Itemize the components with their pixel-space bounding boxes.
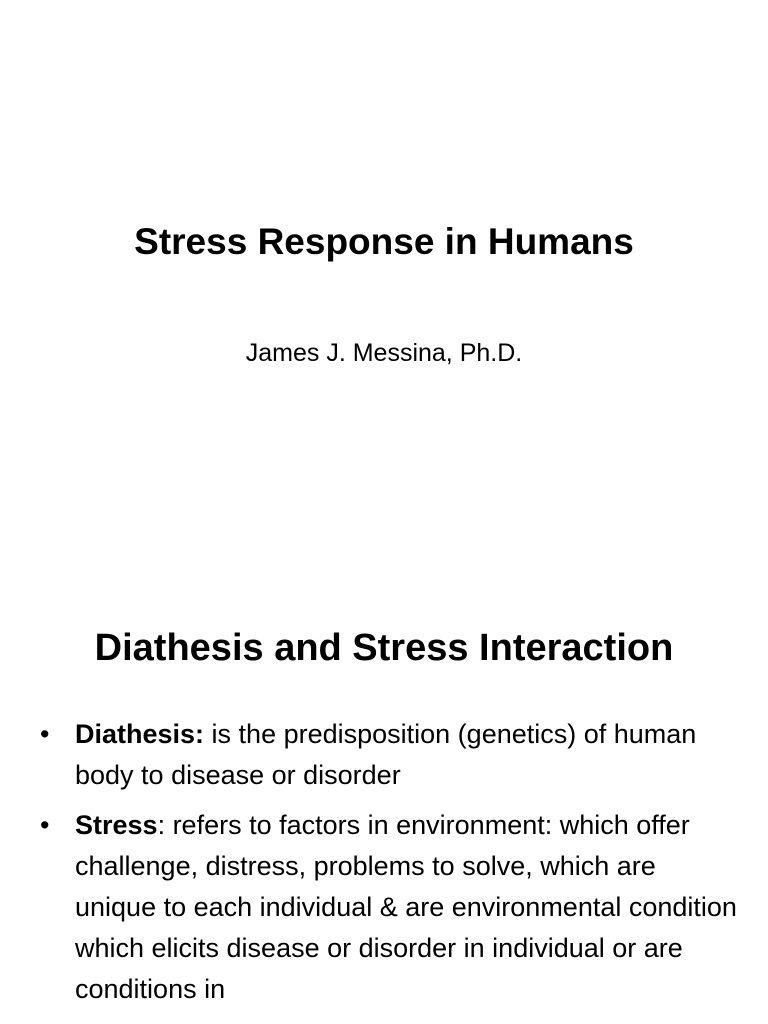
bullet-text: : refers to factors in environment: which offer challenge, distress, problems to solve, which are unique to each individual & are environmental condition which elicits disease or disorder in individual or are conditions in bbox=[75, 810, 737, 1004]
slide-heading: Diathesis and Stress Interaction bbox=[94, 627, 674, 669]
bullet-list bbox=[40, 714, 740, 1019]
content-slide bbox=[0, 576, 768, 1024]
slide-author: James J. Messina, Ph.D. bbox=[245, 339, 523, 367]
bullet-text: is the predisposition (genetics) of human body to disease or disorder bbox=[75, 719, 697, 790]
bullet-item-diathesis bbox=[40, 714, 740, 796]
bullet-marker: • bbox=[40, 719, 50, 749]
bullet-term: Stress bbox=[75, 810, 158, 840]
bullet-item-stress bbox=[40, 805, 740, 1010]
slide-title: Stress Response in Humans bbox=[134, 221, 634, 262]
bullet-term: Diathesis: bbox=[75, 719, 205, 749]
bullet-marker: • bbox=[40, 810, 50, 840]
